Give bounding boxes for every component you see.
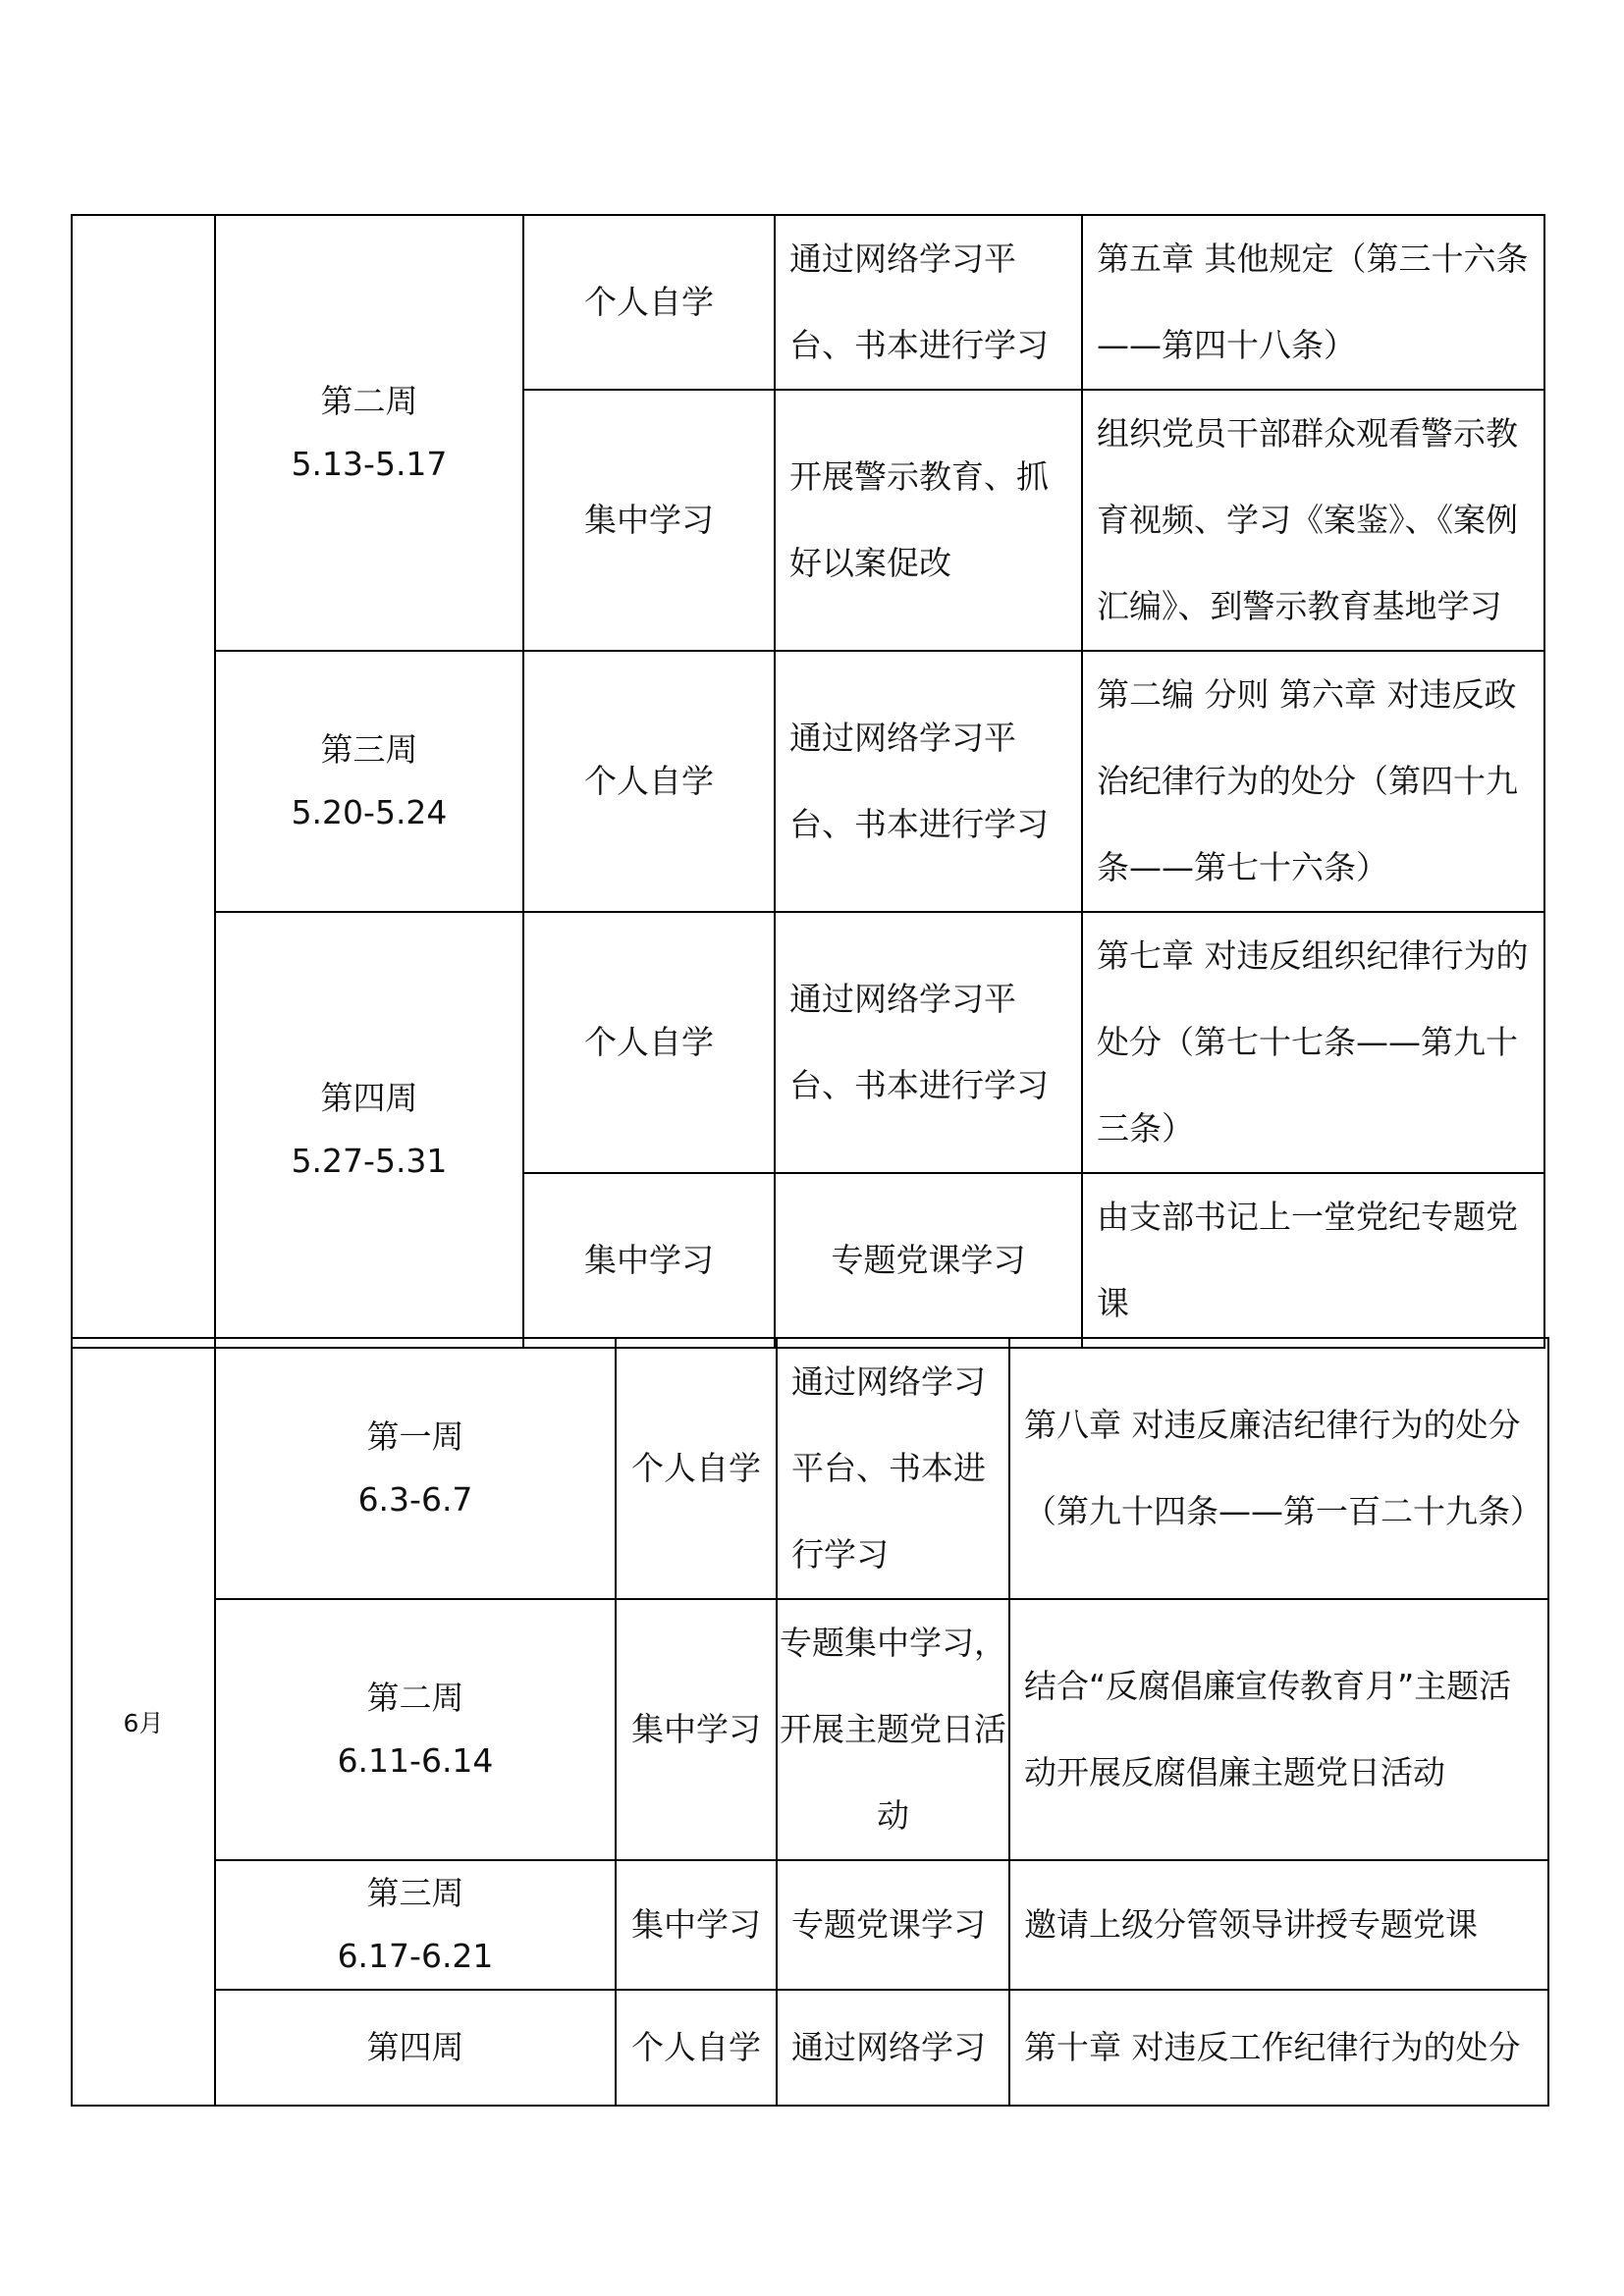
week-cell <box>215 912 523 1348</box>
week-label: 第四周 <box>320 1079 418 1117</box>
week-label: 第二周 <box>366 1679 464 1717</box>
week-label: 第四周 <box>366 2028 464 2066</box>
week-cell <box>215 1990 616 2106</box>
study-method: 专题党课学习 <box>777 1860 1009 1990</box>
month-cell <box>72 215 215 1348</box>
study-content: 邀请上级分管领导讲授专题党课 <box>1009 1860 1548 1990</box>
week-dates: 6.3-6.7 <box>357 1480 473 1519</box>
study-type: 个人自学 <box>523 912 775 1173</box>
study-type: 集中学习 <box>616 1860 777 1990</box>
week-cell <box>215 1338 616 1599</box>
table-row <box>72 1599 1548 1860</box>
week-dates: 5.13-5.17 <box>291 445 448 483</box>
table-row <box>72 912 1544 1173</box>
study-method: 通过网络学习平台、书本进行学习 <box>775 215 1082 390</box>
study-type: 集中学习 <box>523 390 775 651</box>
study-method: 通过网络学习 <box>777 1990 1009 2106</box>
week-label: 第三周 <box>320 730 418 769</box>
week-label: 第二周 <box>320 382 418 420</box>
week-label: 第一周 <box>366 1417 464 1456</box>
study-content: 组织党员干部群众观看警示教育视频、学习《案鉴》、《案例汇编》、到警示教育基地学习 <box>1082 390 1544 651</box>
study-type: 个人自学 <box>616 1990 777 2106</box>
study-method: 专题党课学习 <box>775 1173 1082 1348</box>
study-type: 集中学习 <box>523 1173 775 1348</box>
week-cell <box>215 651 523 912</box>
week-dates: 5.20-5.24 <box>291 793 448 831</box>
table-row <box>72 215 1544 390</box>
week-dates: 6.11-6.14 <box>337 1741 494 1780</box>
study-type: 个人自学 <box>616 1338 777 1599</box>
study-type: 集中学习 <box>616 1599 777 1860</box>
study-content: 第五章 其他规定（第三十六条——第四十八条） <box>1082 215 1544 390</box>
study-method: 通过网络学习平台、书本进行学习 <box>775 912 1082 1173</box>
week-cell <box>215 215 523 651</box>
table-row <box>72 1860 1548 1990</box>
study-content: 第十章 对违反工作纪律行为的处分 <box>1009 1990 1548 2106</box>
study-content: 由支部书记上一堂党纪专题党课 <box>1082 1173 1544 1348</box>
month-cell: 6月 <box>72 1338 215 2106</box>
study-type: 个人自学 <box>523 651 775 912</box>
june-schedule-table <box>71 1337 1549 2107</box>
study-content: 结合“反腐倡廉宣传教育月”主题活动开展反腐倡廉主题党日活动 <box>1009 1599 1548 1860</box>
week-cell <box>215 1860 616 1990</box>
table-row <box>72 1338 1548 1599</box>
week-label: 第三周 <box>366 1874 464 1912</box>
study-method: 通过网络学习平台、书本进行学习 <box>777 1338 1009 1599</box>
study-method: 专题集中学习，开展主题党日活动 <box>777 1599 1009 1860</box>
study-method: 通过网络学习平台、书本进行学习 <box>775 651 1082 912</box>
study-type: 个人自学 <box>523 215 775 390</box>
table-row <box>72 1990 1548 2106</box>
study-method: 开展警示教育、抓好以案促改 <box>775 390 1082 651</box>
study-content: 第二编 分则 第六章 对违反政治纪律行为的处分（第四十九条——第七十六条） <box>1082 651 1544 912</box>
may-schedule-table <box>71 214 1545 1349</box>
week-dates: 5.27-5.31 <box>291 1142 448 1180</box>
study-content: 第八章 对违反廉洁纪律行为的处分（第九十四条——第一百二十九条） <box>1009 1338 1548 1599</box>
week-dates: 6.17-6.21 <box>337 1937 494 1975</box>
table-row <box>72 651 1544 912</box>
week-cell <box>215 1599 616 1860</box>
study-content: 第七章 对违反组织纪律行为的处分（第七十七条——第九十三条） <box>1082 912 1544 1173</box>
